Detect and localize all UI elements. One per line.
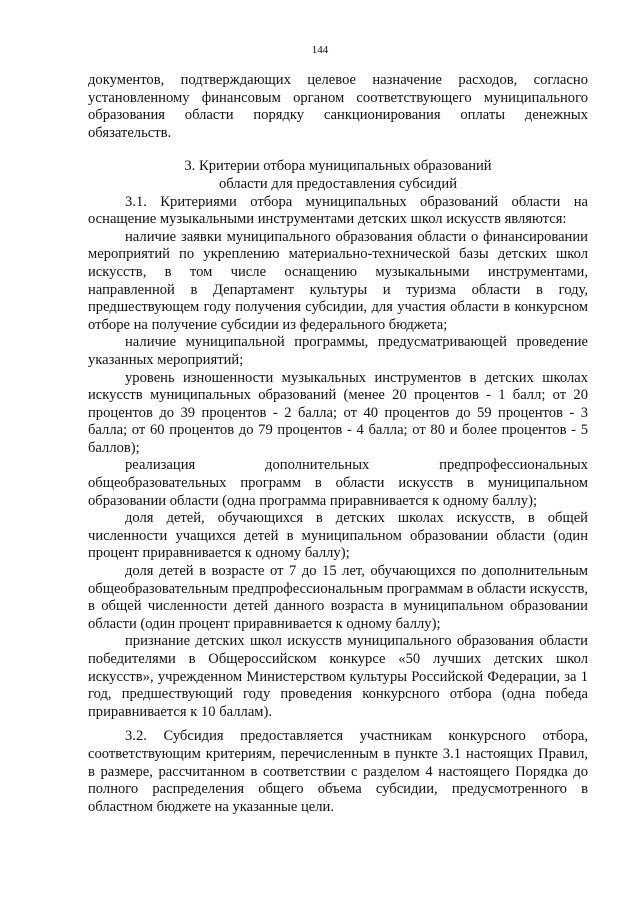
document-body bbox=[88, 72, 588, 816]
section-heading-line-1: 3. Критерии отбора муниципальных образований bbox=[184, 158, 492, 175]
page-number: 144 bbox=[311, 44, 329, 56]
section-heading-line-2: области для предоставления субсидий bbox=[218, 175, 458, 192]
criterion-contest-winners: признание детских школ искусств муниципального образования области победителями в Общероссийском конкурсе «50 лучших детских школ искусств», учрежденном Министерством культуры Российской Федерации, за 1 год, предшествующий году проведения конкурсного отбора (одна победа приравнивается к 10 баллам). bbox=[88, 633, 588, 720]
paragraph-3-2: 3.2. Субсидия предоставляется участникам конкурсного отбора, соответствующим критериям, перечисленным в пункте 3.1 настоящих Правил, в размере, рассчитанном в соответствии с разделом 4 настоящего Порядка до полного распределения общего объема субсидии, предусмотренного в областном бюджете на указанные цели. bbox=[88, 728, 588, 815]
criterion-preprofessional-programs: реализация дополнительных предпрофессиональных общеобразовательных программ в области искусств в муниципальном образовании области (одна программа приравнивается к одному баллу); bbox=[88, 457, 588, 509]
paragraph-3-1: 3.1. Критериями отбора муниципальных образований области на оснащение музыкальными инструментами детских школ искусств являются: bbox=[88, 193, 588, 228]
criterion-municipal-program: наличие муниципальной программы, предусматривающей проведение указанных мероприятий; bbox=[88, 334, 588, 368]
section-heading bbox=[88, 158, 588, 193]
criterion-application: наличие заявки муниципального образования области о финансировании мероприятий по укреплению материально-технической базы детских школ искусств, в том числе оснащению музыкальными инструментами, направленной в Департамент культуры и туризма области в году, предшествующем году получения субсидии, для участия области в конкурсном отборе на получение субсидии из федерального бюджета; bbox=[88, 228, 588, 333]
criterion-share-of-children: доля детей, обучающихся в детских школах искусств, в общей численности учащихся детей в муниципальном образовании области (один процент приравнивается к одному баллу); bbox=[88, 510, 588, 562]
criterion-instrument-wear: уровень изношенности музыкальных инструментов в детских школах искусств муниципальных образований (менее 20 процентов - 1 балл; от 20 процентов до 39 процентов - 2 балла; от 40 процентов до 59 процентов - 3 балла; от 60 процентов до 79 процентов - 4 балла; от 80 и более процентов - 5 баллов); bbox=[88, 369, 588, 456]
intro-paragraph: документов, подтверждающих целевое назначение расходов, согласно установленному финансовым органом соответствующего муниципального образования области порядку санкционирования оплаты денежных обязательств. bbox=[88, 72, 588, 141]
criterion-share-aged-7-15: доля детей в возрасте от 7 до 15 лет, обучающихся по дополнительным общеобразовательным предпрофессиональным программам в области искусств, в общей численности детей данного возраста в муниципальном образовании области (один процент приравнивается к одному баллу); bbox=[88, 563, 588, 632]
